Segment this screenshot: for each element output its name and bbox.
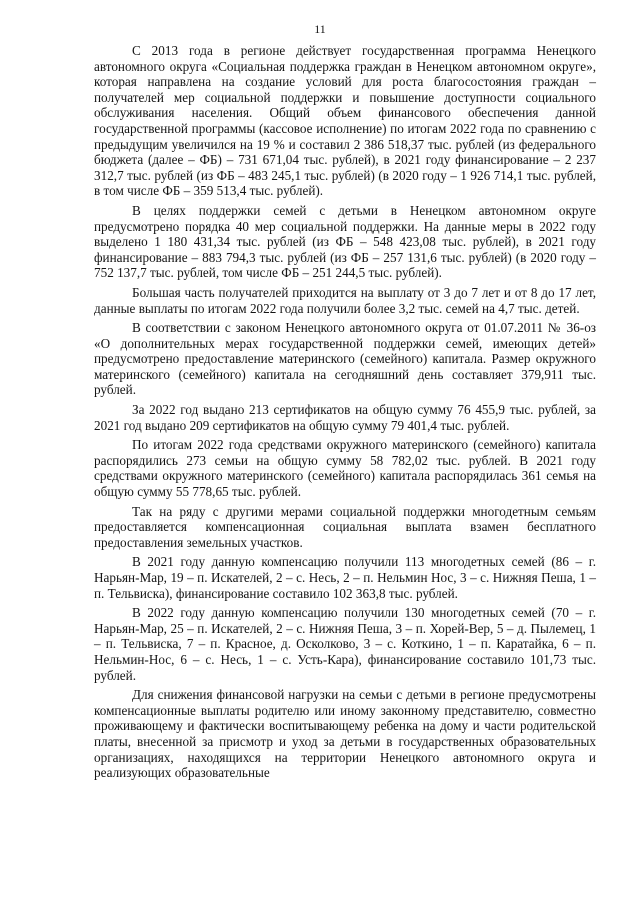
paragraph-capital-usage: По итогам 2022 года средствами окружного материнского (семейного) капитала распорядились 273 семьи на общую сумму 58 782,02 тыс. рублей. В 2021 году средствами окружного материнского (семейного) капитала распорядилась 361 семья на общую сумму 55 778,65 тыс. рублей. <box>94 437 596 500</box>
paragraph-parental-fee-compensation: Для снижения финансовой нагрузки на семьи с детьми в регионе предусмотрены компенсационные выплаты родителю или иному законному представителю, совместно проживающему и фактически воспитывающему ребенка на дому и части родительской платы, внесенной за присмотр и уход за детьми в государственных образовательных организациях, находящихся на территории Ненецкого автономного округа и реализующих образовательные <box>94 687 596 781</box>
paragraph-compensation-2021: В 2021 году данную компенсацию получили 113 многодетных семей (86 – г. Нарьян-Мар, 19 – п. Искателей, 2 – с. Несь, 2 – п. Нельмин Нос, 3 – с. Нижняя Пеша, 1 – п. Тельвиска), финансирование составило 102 363,8 тыс. рублей. <box>94 554 596 601</box>
document-body <box>94 43 596 781</box>
paragraph-maternity-capital-law: В соответствии с законом Ненецкого автономного округа от 01.07.2011 № 36-оз «О дополнительных мерах государственной поддержки семей, имеющих детей» предусмотрено предоставление материнского (семейного) капитала. Размер окружного материнского (семейного) капитала на сегодняшний день составляет 379,911 тыс. рублей. <box>94 320 596 398</box>
paragraph-certificates: За 2022 год выдано 213 сертификатов на общую сумму 76 455,9 тыс. рублей, за 2021 год выдано 209 сертификатов на общую сумму 79 401,4 тыс. рублей. <box>94 402 596 433</box>
paragraph-land-compensation: Так на ряду с другими мерами социальной поддержки многодетным семьям предоставляется компенсационная социальная выплата взамен бесплатного предоставления земельных участков. <box>94 503 596 550</box>
paragraph-family-support: В целях поддержки семей с детьми в Ненецком автономном округе предусмотрено порядка 40 мер социальной поддержки. На данные меры в 2022 году выделено 1 180 431,34 тыс. рублей (из ФБ – 548 423,08 тыс. рублей), в 2021 году финансирование – 883 794,3 тыс. рублей (из ФБ – 257 131,6 тыс. рублей) (в 2020 году – 752 137,7 тыс. рублей, том числе ФБ – 251 244,5 тыс. рублей). <box>94 202 596 281</box>
paragraph-compensation-2022: В 2022 году данную компенсацию получили 130 многодетных семей (70 – г. Нарьян-Мар, 25 – п. Искателей, 2 – с. Нижняя Пеша, 3 – п. Хорей-Вер, 5 – д. Пылемец, 1 – п. Тельвиска, 7 – п. Красное, д. Осколково, 3 – с. Коткино, 1 – п. Каратайка, 6 – п. Нельмин-Нос, 6 – с. Несь, 1 – с. Усть-Кара), финансирование составило 101,73 тыс. рублей. <box>94 605 596 683</box>
paragraph-child-payments: Большая часть получателей приходится на выплату от 3 до 7 лет и от 8 до 17 лет, данные выплаты по итогам 2022 года получили более 3,2 тыс. семей на 4,7 тыс. детей. <box>94 284 596 316</box>
paragraph-state-program: С 2013 года в регионе действует государственная программа Ненецкого автономного округа «Социальная поддержка граждан в Ненецком автономном округе», которая направлена на создание условий для роста благосостояния граждан – получателей мер социальной поддержки и повышение доступности социального обслуживания населения. Общий объем финансового обеспечения данной государственной программы (кассовое исполнение) по итогам 2022 года по сравнению с предыдущим увеличился на 19 % и составил 2 386 518,37 тыс. рублей (из федерального бюджета (далее – ФБ) – 731 671,04 тыс. рублей), в 2021 году финансирование – 2 237 312,7 тыс. рублей (из ФБ – 483 245,1 тыс. рублей) (в 2020 году – 1 926 714,1 тыс. рублей, в том числе ФБ – 359 513,4 тыс. рублей). <box>94 43 596 199</box>
page-number: 11 <box>314 22 326 36</box>
